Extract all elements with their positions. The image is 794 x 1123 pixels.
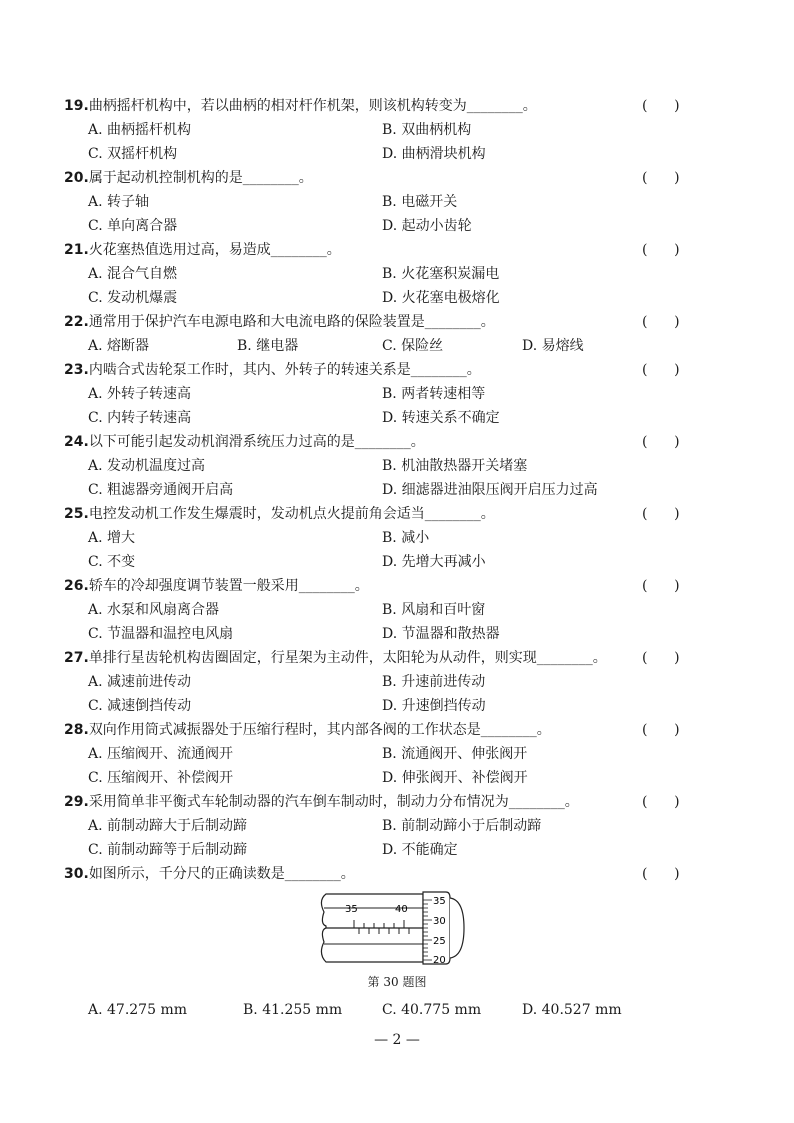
option-c[interactable]: C. 压缩阀开、补偿阀开	[88, 770, 234, 786]
question-text: 采用简单非平衡式车轮制动器的汽车倒车制动时，制动力分布情况为________。	[88, 794, 579, 810]
answer-paren[interactable]: ( )	[642, 794, 680, 810]
option-c[interactable]: C. 40.775 mm	[382, 1002, 482, 1018]
question-text: 属于起动机控制机构的是________。	[88, 170, 313, 186]
answer-paren[interactable]: ( )	[642, 362, 680, 378]
answer-paren[interactable]: ( )	[642, 866, 680, 882]
option-b[interactable]: B. 风扇和百叶窗	[382, 602, 486, 618]
option-c[interactable]: C. 内转子转速高	[88, 410, 192, 426]
option-c[interactable]: C. 双摇杆机构	[88, 146, 178, 162]
option-a[interactable]: A. 熔断器	[88, 338, 150, 354]
answer-paren[interactable]: ( )	[642, 722, 680, 738]
option-d[interactable]: D. 易熔线	[522, 338, 584, 354]
option-d[interactable]: D. 伸张阀开、补偿阀开	[382, 770, 528, 786]
figure-caption: 第 30 题图	[367, 975, 427, 989]
answer-paren[interactable]: ( )	[642, 506, 680, 522]
option-a[interactable]: A. 发动机温度过高	[88, 458, 206, 474]
option-b[interactable]: B. 电磁开关	[382, 194, 458, 210]
option-a[interactable]: A. 前制动蹄大于后制动蹄	[88, 818, 248, 834]
page-number: — 2 —	[374, 1032, 420, 1048]
question-text: 内啮合式齿轮泵工作时，其内、外转子的转速关系是________。	[88, 362, 481, 378]
option-c[interactable]: C. 单向离合器	[88, 218, 178, 234]
answer-paren[interactable]: ( )	[642, 314, 680, 330]
question-text: 轿车的冷却强度调节装置一般采用________。	[88, 578, 369, 594]
question-number: 19.	[64, 98, 89, 114]
option-a[interactable]: A. 47.275 mm	[88, 1002, 187, 1018]
question-text: 双向作用筒式减振器处于压缩行程时，其内部各阀的工作状态是________。	[88, 722, 551, 738]
option-a[interactable]: A. 增大	[88, 530, 136, 546]
option-b[interactable]: B. 机油散热器开关堵塞	[382, 458, 528, 474]
answer-paren[interactable]: ( )	[642, 650, 680, 666]
question-text: 以下可能引起发动机润滑系统压力过高的是________。	[88, 434, 425, 450]
option-c[interactable]: C. 粗滤器旁通阀开启高	[88, 482, 234, 498]
question-text: 单排行星齿轮机构齿圈固定，行星架为主动件，太阳轮为从动件，则实现________。	[88, 650, 607, 666]
question-number: 26.	[64, 578, 89, 594]
question-number: 22.	[64, 314, 89, 330]
question-text: 通常用于保护汽车电源电路和大电流电路的保险装置是________。	[88, 314, 495, 330]
option-a[interactable]: A. 转子轴	[88, 194, 150, 210]
option-b[interactable]: B. 41.255 mm	[243, 1002, 343, 1018]
thimble-label-35: 35	[433, 896, 446, 907]
question-number: 23.	[64, 362, 89, 378]
option-d[interactable]: D. 火花塞电极熔化	[382, 290, 500, 306]
option-d[interactable]: D. 转速关系不确定	[382, 410, 500, 426]
option-b[interactable]: B. 火花塞积炭漏电	[382, 266, 500, 282]
ratchet	[450, 898, 464, 958]
option-d[interactable]: D. 不能确定	[382, 842, 458, 858]
option-b[interactable]: B. 流通阀开、伸张阀开	[382, 746, 528, 762]
answer-paren[interactable]: ( )	[642, 434, 680, 450]
answer-paren[interactable]: ( )	[642, 578, 680, 594]
option-d[interactable]: D. 起动小齿轮	[382, 218, 472, 234]
option-b[interactable]: B. 继电器	[237, 338, 299, 354]
question-number: 24.	[64, 434, 89, 450]
option-b[interactable]: B. 减小	[382, 530, 430, 546]
answer-paren[interactable]: ( )	[642, 170, 680, 186]
question-number: 27.	[64, 650, 89, 666]
question-number: 20.	[64, 170, 89, 186]
micrometer-figure	[318, 886, 468, 968]
option-c[interactable]: C. 节温器和温控电风扇	[88, 626, 234, 642]
question-text: 火花塞热值选用过高，易造成________。	[88, 242, 341, 258]
option-b[interactable]: B. 两者转速相等	[382, 386, 486, 402]
option-d[interactable]: D. 40.527 mm	[522, 1002, 622, 1018]
option-c[interactable]: C. 前制动蹄等于后制动蹄	[88, 842, 248, 858]
question-number: 28.	[64, 722, 89, 738]
option-c[interactable]: C. 发动机爆震	[88, 290, 178, 306]
sleeve-label-40: 40	[395, 904, 408, 915]
option-b[interactable]: B. 升速前进传动	[382, 674, 486, 690]
option-c[interactable]: C. 保险丝	[382, 338, 444, 354]
thimble-label-20: 20	[433, 955, 446, 966]
option-d[interactable]: D. 先增大再减小	[382, 554, 486, 570]
thimble-label-30: 30	[433, 916, 446, 927]
option-a[interactable]: A. 水泵和风扇离合器	[88, 602, 220, 618]
question-number: 30.	[64, 866, 89, 882]
question-number: 29.	[64, 794, 89, 810]
option-a[interactable]: A. 外转子转速高	[88, 386, 192, 402]
option-a[interactable]: A. 减速前进传动	[88, 674, 192, 690]
option-c[interactable]: C. 不变	[88, 554, 136, 570]
option-b[interactable]: B. 双曲柄机构	[382, 122, 472, 138]
option-d[interactable]: D. 细滤器进油限压阀开启压力过高	[382, 482, 598, 498]
option-d[interactable]: D. 节温器和散热器	[382, 626, 500, 642]
sleeve-label-35: 35	[345, 904, 358, 915]
thimble-label-25: 25	[433, 936, 446, 947]
question-number: 25.	[64, 506, 89, 522]
option-d[interactable]: D. 曲柄滑块机构	[382, 146, 486, 162]
answer-paren[interactable]: ( )	[642, 242, 680, 258]
option-a[interactable]: A. 混合气自燃	[88, 266, 178, 282]
question-text: 如图所示，千分尺的正确读数是________。	[88, 866, 355, 882]
option-a[interactable]: A. 压缩阀开、流通阀开	[88, 746, 234, 762]
question-number: 21.	[64, 242, 89, 258]
answer-paren[interactable]: ( )	[642, 98, 680, 114]
question-text: 电控发动机工作发生爆震时，发动机点火提前角会适当________。	[88, 506, 495, 522]
option-d[interactable]: D. 升速倒挡传动	[382, 698, 486, 714]
option-b[interactable]: B. 前制动蹄小于后制动蹄	[382, 818, 542, 834]
option-a[interactable]: A. 曲柄摇杆机构	[88, 122, 192, 138]
option-c[interactable]: C. 减速倒挡传动	[88, 698, 192, 714]
question-text: 曲柄摇杆机构中，若以曲柄的相对杆作机架，则该机构转变为________。	[88, 98, 537, 114]
